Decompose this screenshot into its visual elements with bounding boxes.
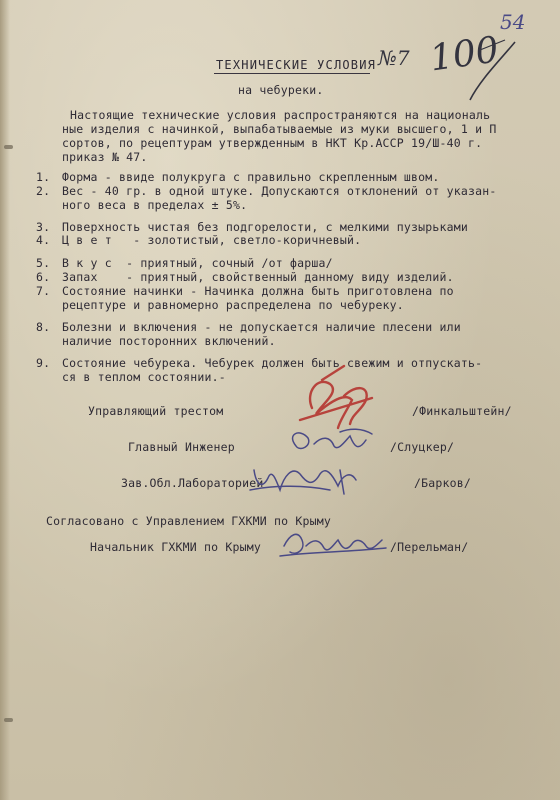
approval-role: Начальник ГХКМИ по Крыму: [90, 540, 261, 554]
item-text: Форма - ввиде полукруга с правильно скрепленным швом.: [62, 170, 440, 184]
item-text: Поверхность чистая без подгорелости, с мелкими пузырьками: [62, 220, 469, 234]
approval-name: /Перельман/: [390, 540, 469, 554]
intro-line: сортов, по рецептурам утвержденным в НКТ Кр.АССР 19/Ш-40 г.: [62, 136, 483, 150]
item-number: 7.: [36, 284, 51, 298]
item-text: Состояние начинки - Начинка должна быть приготовлена по: [62, 284, 454, 298]
signature-role: Зав.Обл.Лабораторией: [121, 476, 264, 490]
item-text: наличие посторонних включений.: [62, 334, 276, 348]
item-number: 8.: [36, 320, 51, 334]
document-subtitle: на чебуреки.: [238, 83, 324, 97]
item-number: 6.: [36, 270, 51, 284]
intro-line: Настоящие технические условия распространяются на националь: [70, 108, 491, 122]
item-text: рецептуре и равномерно распределена по чебуреку.: [62, 298, 404, 312]
item-text: Болезни и включения - не допускается наличие плесени или: [62, 320, 461, 334]
item-number: 4.: [36, 233, 51, 247]
intro-line: приказ № 47.: [62, 150, 148, 164]
page-number: 54: [500, 10, 526, 34]
approval-line: Согласовано с Управлением ГХКМИ по Крыму: [46, 514, 331, 528]
item-text: ного веса в пределах ± 5%.: [62, 198, 248, 212]
margin-count-mark: 100: [427, 29, 502, 80]
item-text: В к у с - приятный, сочный /от фарша/: [62, 256, 333, 270]
signature-name: /Слуцкер/: [390, 440, 455, 454]
item-text: Запах - приятный, свойственный данному виду изделий.: [62, 270, 454, 284]
item-text: Состояние чебурека. Чебурек должен быть свежим и отпускать-: [62, 356, 483, 370]
signature-role: Управляющий трестом: [88, 404, 224, 418]
signature-name: /Барков/: [414, 476, 471, 490]
intro-line: ные изделия с начинкой, выпабатываемые из муки высшего, 1 и П: [62, 122, 497, 136]
document-title: ТЕХНИЧЕСКИЕ УСЛОВИЯ: [216, 58, 377, 72]
signature-name: /Финкальштейн/: [412, 404, 512, 418]
signature-role: Главный Инженер: [128, 440, 235, 454]
item-number: 3.: [36, 220, 51, 234]
margin-number-mark: №7: [378, 46, 410, 70]
item-text: ся в теплом состоянии.-: [62, 370, 226, 384]
item-number: 1.: [36, 170, 51, 184]
item-text: Ц в е т - золотистый, светло-коричневый.: [62, 233, 362, 247]
item-text: Вес - 40 гр. в одной штуке. Допускаются отклонений от указан-: [62, 184, 497, 198]
item-number: 5.: [36, 256, 51, 270]
item-number: 9.: [36, 356, 51, 370]
item-number: 2.: [36, 184, 51, 198]
